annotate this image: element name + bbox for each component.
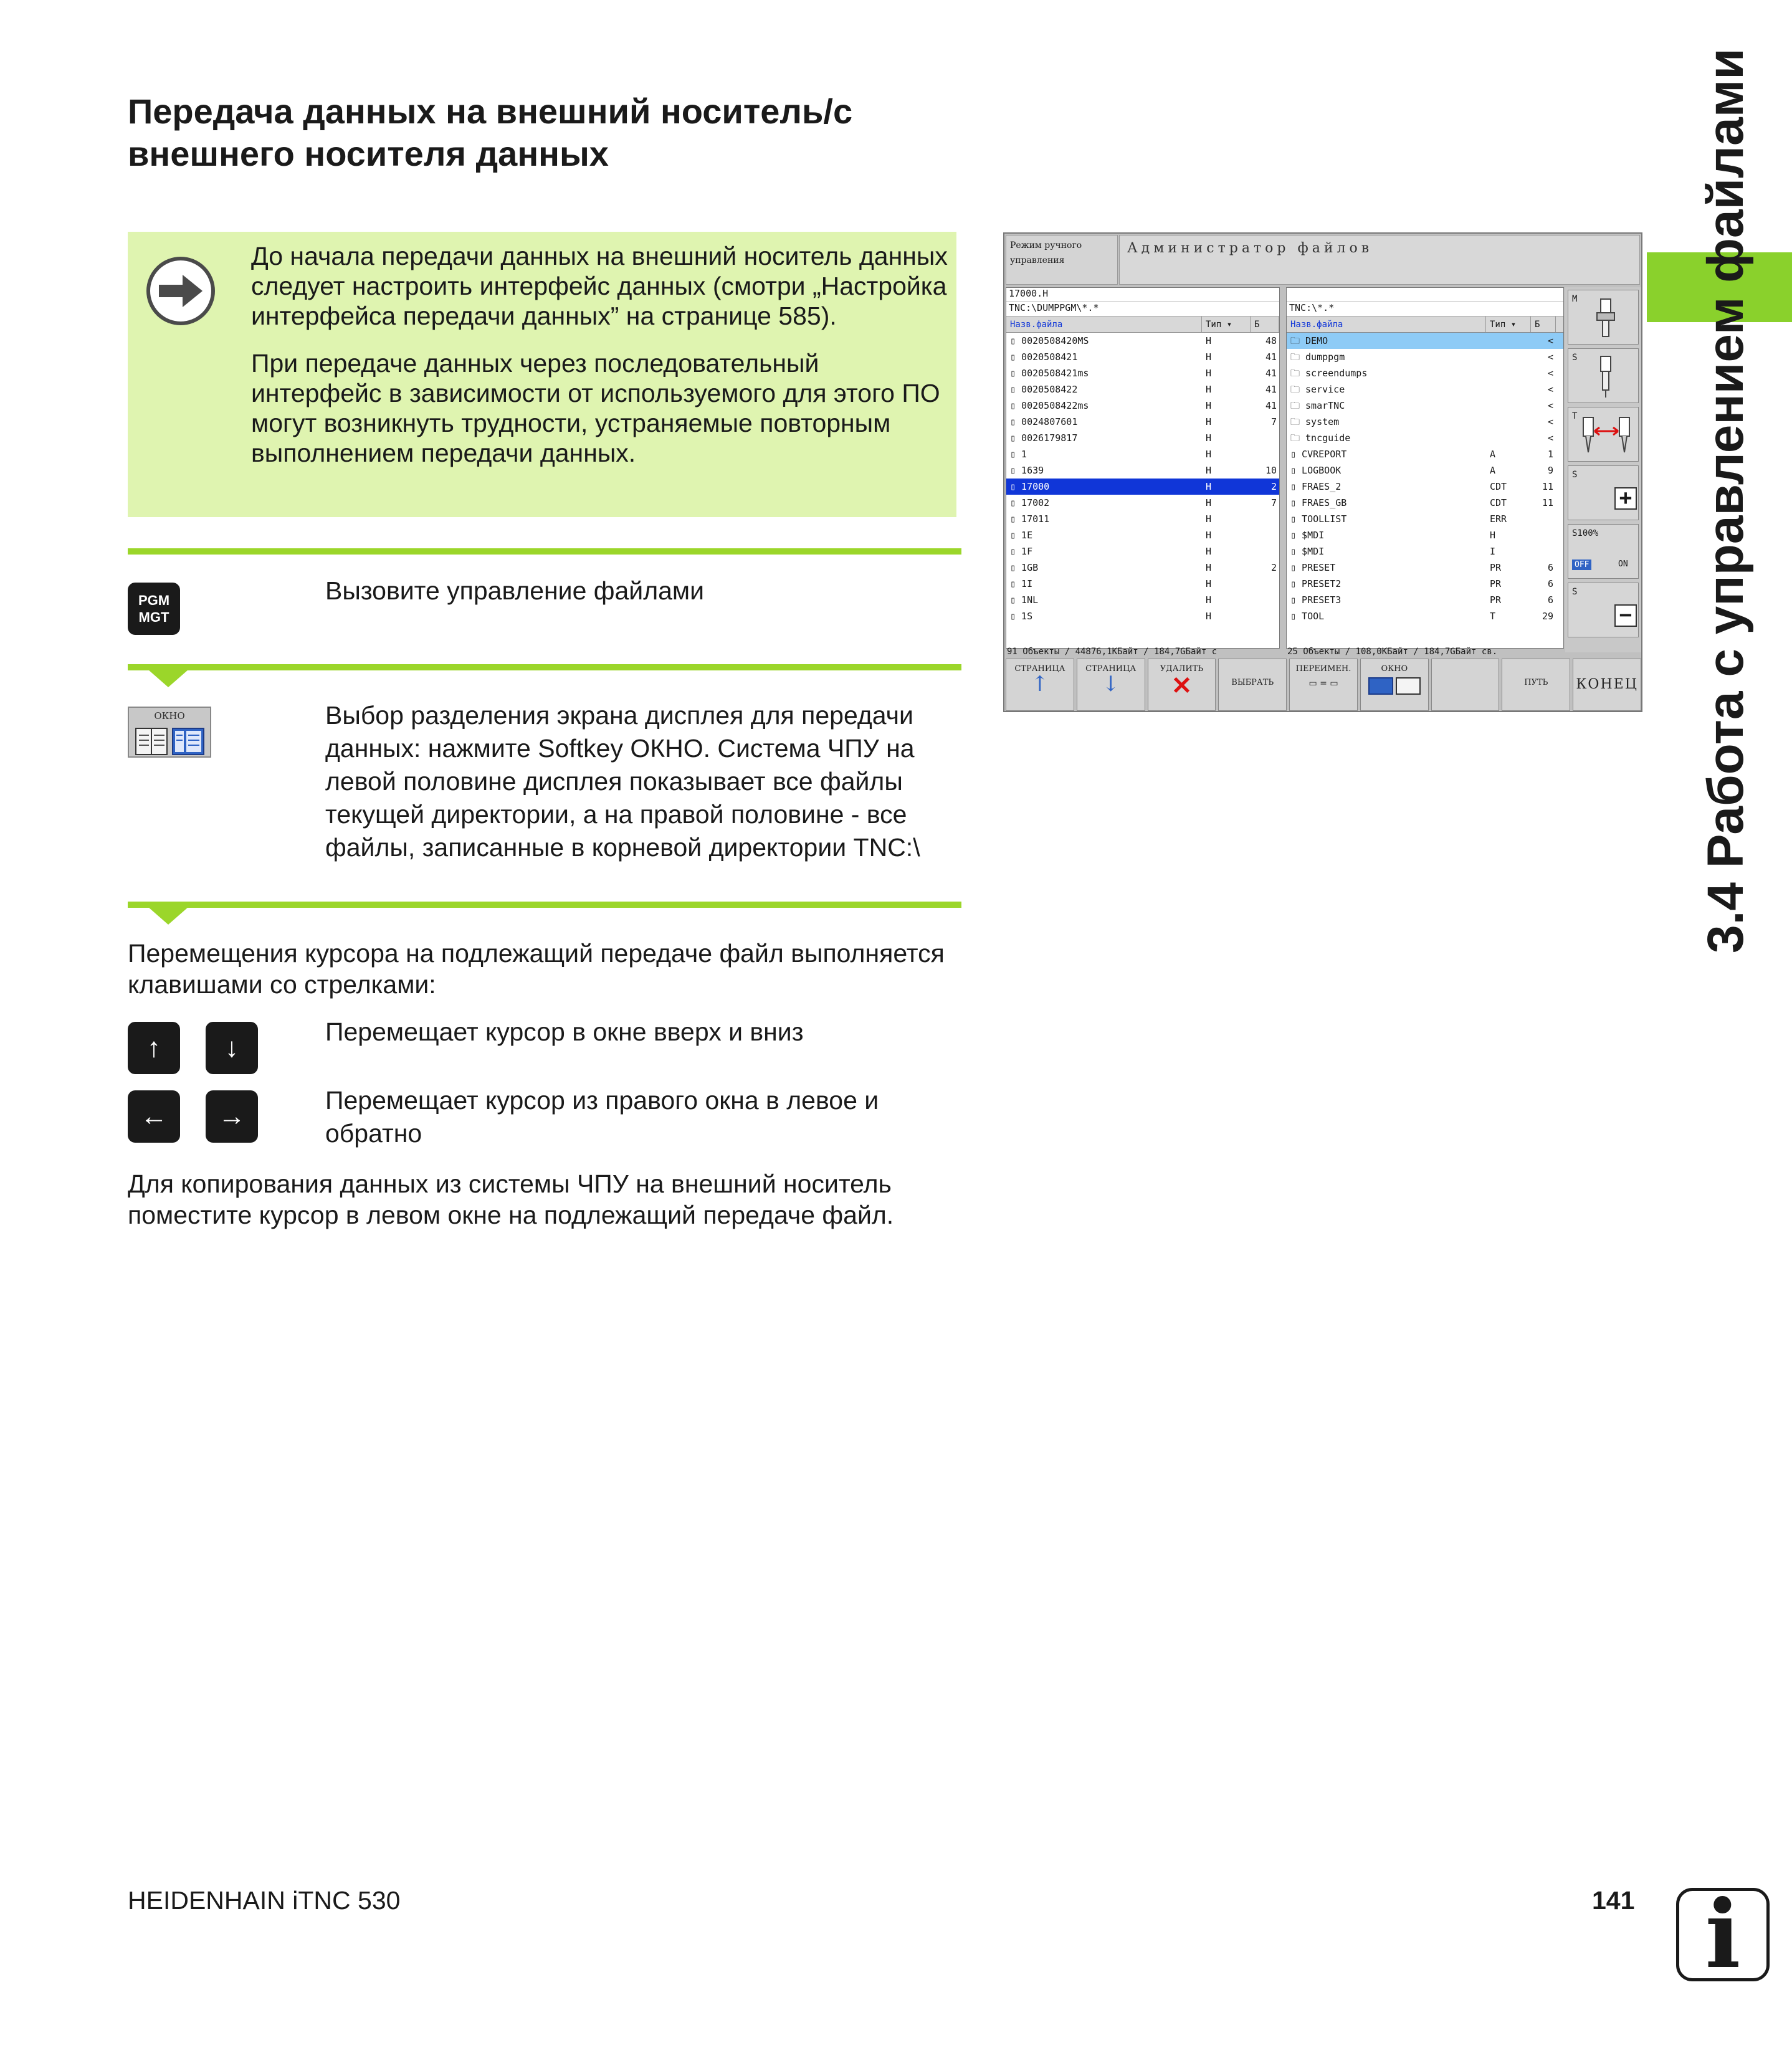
file-name: ▯ 0020508422ms	[1010, 400, 1089, 411]
file-type: H	[1206, 562, 1212, 573]
file-name: ▯ 17000	[1010, 481, 1050, 492]
arrow-down-key: ↓	[206, 1022, 258, 1074]
col-name-header[interactable]: Назв.файла	[1287, 317, 1486, 332]
file-name: ▯ 1I	[1010, 578, 1033, 589]
side-label: S	[1572, 470, 1578, 480]
mgt-label: MGT	[138, 609, 169, 625]
separator	[128, 902, 961, 908]
file-size: 9	[1547, 465, 1553, 476]
note-box	[128, 232, 956, 517]
file-name: ▯ 0026179817	[1010, 432, 1078, 444]
side-label: S	[1572, 353, 1578, 363]
file-size: 29	[1542, 611, 1553, 622]
file-name: ▯ 0024807601	[1010, 416, 1078, 427]
side-button-s-minus[interactable]	[1568, 583, 1639, 637]
file-name: ▯ TOOL	[1290, 611, 1325, 622]
file-type: H	[1206, 432, 1212, 444]
softkey-label: КОНЕЦ	[1576, 677, 1638, 692]
arrow-down-icon: ↓	[1102, 672, 1120, 697]
file-type: H	[1206, 497, 1212, 508]
file-type: H	[1206, 449, 1212, 460]
file-type	[1486, 381, 1531, 398]
left-column-header	[1006, 317, 1279, 333]
file-name: ▯ 17011	[1010, 513, 1050, 525]
file-row[interactable]	[1006, 365, 1279, 381]
file-row[interactable]	[1006, 495, 1279, 511]
file-size: 41	[1265, 368, 1277, 379]
file-size	[1251, 511, 1279, 527]
file-row[interactable]	[1287, 592, 1563, 608]
file-name: 🗀 tncguide	[1290, 432, 1351, 444]
file-type	[1486, 365, 1531, 381]
file-row[interactable]	[1006, 608, 1279, 624]
file-name: ▯ 1639	[1010, 465, 1044, 476]
file-name: ▯ FRAES_GB	[1290, 497, 1347, 508]
file-type: A	[1490, 449, 1496, 460]
note-paragraph-1: До начала передачи данных на внешний носитель данных следует настроить интерфейс данных (смотри „Настройка интерфейса передачи данных” на странице 585).	[251, 242, 948, 330]
left-path: TNC:\DUMPPGM\*.*	[1006, 302, 1279, 317]
softkey-delete[interactable]	[1148, 659, 1216, 711]
file-row[interactable]	[1006, 446, 1279, 462]
file-size	[1251, 430, 1279, 446]
file-name: ▯ 0020508421ms	[1010, 368, 1089, 379]
file-type: H	[1206, 351, 1212, 363]
file-name: ▯ 1GB	[1010, 562, 1039, 573]
tool-change-icon	[1580, 414, 1633, 457]
file-type: H	[1206, 611, 1212, 622]
file-name: ▯ TOOLLIST	[1290, 513, 1347, 525]
file-size	[1531, 543, 1556, 560]
file-name: ▯ PRESET	[1290, 562, 1336, 573]
file-type: PR	[1490, 594, 1502, 606]
file-size	[1251, 527, 1279, 543]
file-type	[1486, 333, 1531, 349]
file-type: A	[1490, 465, 1496, 476]
file-name: 🗀 system	[1290, 416, 1340, 427]
file-type: H	[1206, 594, 1212, 606]
file-row[interactable]	[1287, 608, 1563, 624]
file-row[interactable]	[1287, 511, 1563, 527]
softkey-label: ВЫБРАТЬ	[1231, 678, 1274, 687]
arrow-up-key: ↑	[128, 1022, 180, 1074]
file-size: 48	[1265, 335, 1277, 346]
file-row[interactable]	[1287, 495, 1563, 511]
file-size	[1251, 576, 1279, 592]
file-row[interactable]	[1287, 398, 1563, 414]
file-row[interactable]	[1006, 462, 1279, 479]
file-row[interactable]	[1287, 333, 1563, 349]
footer-product: HEIDENHAIN iTNC 530	[128, 1886, 401, 1915]
file-name: ▯ 0020508420MS	[1010, 335, 1089, 346]
file-type: H	[1490, 530, 1496, 541]
file-size: <	[1547, 432, 1553, 444]
file-name: ▯ 1E	[1010, 530, 1033, 541]
file-type	[1486, 430, 1531, 446]
side-button-override[interactable]	[1568, 524, 1639, 579]
side-button-s[interactable]	[1568, 348, 1639, 403]
file-type: PR	[1490, 562, 1502, 573]
mode-line-1: Режим ручного	[1010, 241, 1082, 250]
right-current-file	[1287, 288, 1563, 302]
file-type: H	[1206, 335, 1212, 346]
file-name: 🗀 screendumps	[1290, 368, 1368, 379]
file-size: <	[1547, 400, 1553, 411]
file-type: H	[1206, 400, 1212, 411]
note-paragraph-2: При передаче данных через последовательный интерфейс в зависимости от используемого для этого ПО могут возникнуть трудности, устраняемые повторным выполнением передачи данных.	[251, 349, 940, 467]
file-row[interactable]	[1006, 560, 1279, 576]
okno-softkey	[128, 707, 211, 758]
leftright-text: Перемещает курсор из правого окна в левое и обратно	[325, 1086, 879, 1148]
file-type: H	[1206, 513, 1212, 525]
spindle-icon	[1596, 298, 1616, 339]
softkey-select[interactable]	[1218, 659, 1287, 711]
file-size: 11	[1542, 497, 1553, 508]
file-type	[1486, 349, 1531, 365]
off-badge: OFF	[1572, 560, 1591, 570]
side-label: S	[1572, 587, 1578, 597]
separator-arrow-icon	[148, 670, 188, 687]
pgm-mgt-key	[128, 583, 180, 635]
file-row[interactable]	[1006, 576, 1279, 592]
file-type	[1486, 398, 1531, 414]
note-text	[251, 241, 949, 485]
softkey-label: ПУТЬ	[1524, 678, 1548, 687]
softkey-page-up[interactable]	[1006, 659, 1074, 711]
mode-line-2: управления	[1010, 255, 1065, 265]
file-size: <	[1547, 416, 1553, 427]
side-label: T	[1572, 411, 1578, 421]
right-status: 25 Объекты / 108,0КБайт / 184,7GБайт св.	[1287, 647, 1498, 657]
plus-icon: +	[1614, 487, 1637, 510]
minus-icon: −	[1614, 604, 1637, 627]
file-name: ▯ CVREPORT	[1290, 449, 1347, 460]
softkey-label: УДАЛИТЬ	[1160, 664, 1204, 674]
split-window-icon	[1361, 677, 1428, 697]
file-size: 41	[1265, 400, 1277, 411]
col-size-header[interactable]: Б	[1251, 317, 1279, 332]
file-name: ▯ PRESET2	[1290, 578, 1342, 589]
col-name-header[interactable]: Назв.файла	[1006, 317, 1202, 332]
side-label: S100%	[1572, 528, 1599, 538]
softkey-end[interactable]	[1573, 659, 1641, 711]
arrow-up-icon: ↑	[1031, 672, 1049, 697]
file-size: 6	[1547, 594, 1553, 606]
left-file-list	[1006, 333, 1279, 624]
softkey-label: СТРАНИЦА	[1014, 664, 1065, 674]
file-row[interactable]	[1287, 365, 1563, 381]
file-row[interactable]	[1006, 398, 1279, 414]
file-row[interactable]	[1287, 381, 1563, 398]
pgm-label: PGM	[138, 593, 170, 608]
file-type: H	[1206, 416, 1212, 427]
left-current-file: 17000.H	[1006, 288, 1279, 302]
softkey-rename[interactable]	[1289, 659, 1358, 711]
file-size: 11	[1542, 481, 1553, 492]
softkey-label: СТРАНИЦА	[1085, 664, 1137, 674]
col-type-header[interactable]: Тип ▾	[1486, 317, 1531, 332]
separator-arrow-icon	[148, 907, 188, 925]
file-name: 🗀 DEMO	[1290, 335, 1328, 346]
softkey-window[interactable]	[1360, 659, 1429, 711]
file-row[interactable]	[1287, 560, 1563, 576]
file-row[interactable]	[1006, 381, 1279, 398]
file-type: H	[1206, 530, 1212, 541]
separator	[128, 548, 961, 555]
file-row[interactable]	[1006, 414, 1279, 430]
file-type: H	[1206, 546, 1212, 557]
screen-title: Администратор файлов	[1119, 235, 1640, 285]
file-type: CDT	[1490, 481, 1507, 492]
file-row[interactable]	[1006, 479, 1279, 495]
on-label: ON	[1618, 560, 1628, 569]
right-path: TNC:\*.*	[1287, 302, 1563, 317]
arrow-right-icon	[146, 257, 215, 325]
col-size-header[interactable]: Б	[1531, 317, 1556, 332]
col-type-header[interactable]: Тип ▾	[1202, 317, 1251, 332]
file-row[interactable]	[1287, 527, 1563, 543]
file-size	[1531, 511, 1556, 527]
right-column-header	[1287, 317, 1563, 333]
file-type: I	[1490, 546, 1496, 557]
step-call-file-manager: Вызовите управление файлами	[325, 576, 705, 605]
softkey-label: ПЕРЕИМЕН.	[1295, 664, 1351, 674]
file-row[interactable]	[1006, 349, 1279, 365]
file-name: ▯ 0020508422	[1010, 384, 1078, 395]
file-size: 6	[1547, 562, 1553, 573]
left-status: 91 Объекты / 44876,1КБайт / 184,7GБайт с	[1007, 647, 1218, 657]
file-row[interactable]	[1006, 592, 1279, 608]
softkey-row	[1006, 659, 1641, 711]
right-file-pane[interactable]	[1286, 287, 1564, 649]
side-button-m[interactable]	[1568, 290, 1639, 345]
file-name: ▯ $MDI	[1290, 546, 1325, 557]
file-name: 🗀 service	[1290, 384, 1345, 395]
file-row[interactable]	[1287, 414, 1563, 430]
file-row[interactable]	[1006, 543, 1279, 560]
file-name: ▯ 0020508421	[1010, 351, 1078, 363]
file-type: T	[1490, 611, 1496, 622]
separator	[128, 664, 961, 670]
file-type	[1486, 414, 1531, 430]
file-size: 7	[1270, 497, 1277, 508]
file-name: ▯ PRESET3	[1290, 594, 1342, 606]
updown-text: Перемещает курсор в окне вверх и вниз	[325, 1017, 804, 1046]
file-type: H	[1206, 578, 1212, 589]
file-row[interactable]	[1006, 511, 1279, 527]
softkey-label: ОКНО	[1381, 664, 1408, 674]
file-size	[1251, 446, 1279, 462]
mode-label	[1006, 235, 1118, 285]
file-size: 1	[1547, 449, 1553, 460]
file-size: 2	[1270, 562, 1277, 573]
arrow-left-key: ←	[128, 1090, 180, 1143]
rename-abc-xyz-icon: ▭ = ▭	[1308, 679, 1338, 688]
file-size: 7	[1270, 416, 1277, 427]
file-type: H	[1206, 465, 1212, 476]
page-number: 141	[1592, 1886, 1635, 1915]
file-row[interactable]	[1287, 430, 1563, 446]
file-row[interactable]	[1287, 479, 1563, 495]
file-name: ▯ 1	[1010, 449, 1027, 460]
file-type: PR	[1490, 578, 1502, 589]
file-name: ▯ FRAES_2	[1290, 481, 1342, 492]
delete-x-icon: ✕	[1171, 671, 1193, 700]
file-size: 41	[1265, 384, 1277, 395]
file-size	[1251, 543, 1279, 560]
file-row[interactable]	[1287, 576, 1563, 592]
file-row[interactable]	[1287, 349, 1563, 365]
file-name: ▯ 17002	[1010, 497, 1050, 508]
file-row[interactable]	[1287, 446, 1563, 462]
file-name: ▯ LOGBOOK	[1290, 465, 1342, 476]
file-type: H	[1206, 368, 1212, 379]
step-select-split: Выбор разделения экрана дисплея для передачи данных: нажмите Softkey ОКНО. Система ЧПУ на левой половине дисплея показывает все файлы текущей директории, а на правой половине - все файлы, записанные в корневой директории TNC:\	[325, 701, 920, 862]
file-type: H	[1206, 481, 1212, 492]
file-size: 2	[1270, 481, 1277, 492]
softkey-empty[interactable]	[1431, 659, 1500, 711]
file-size	[1251, 592, 1279, 608]
file-size: 6	[1547, 578, 1553, 589]
softkey-path[interactable]	[1502, 659, 1570, 711]
file-size: <	[1547, 335, 1553, 346]
chapter-title: 3.4 Работа с управлением файлами	[1697, 48, 1754, 953]
side-button-s-plus[interactable]	[1568, 465, 1639, 520]
left-file-pane[interactable]	[1006, 287, 1280, 649]
file-size: <	[1547, 351, 1553, 363]
softkey-page-down[interactable]	[1077, 659, 1145, 711]
file-row[interactable]	[1006, 430, 1279, 446]
file-name: ▯ 1S	[1010, 611, 1033, 622]
file-row[interactable]	[1006, 527, 1279, 543]
file-name: 🗀 dumppgm	[1290, 351, 1345, 363]
file-name: ▯ 1NL	[1010, 594, 1039, 606]
file-row[interactable]	[1006, 333, 1279, 349]
file-type: ERR	[1490, 513, 1507, 525]
info-icon: i	[1676, 1888, 1770, 1981]
file-type: CDT	[1490, 497, 1507, 508]
copy-instruction: Для копирования данных из системы ЧПУ на внешний носитель поместите курсор в левом окне на подлежащий передаче файл.	[128, 1169, 894, 1229]
side-button-t[interactable]	[1568, 407, 1639, 462]
file-size: <	[1547, 384, 1553, 395]
file-name: ▯ $MDI	[1290, 530, 1325, 541]
spindle-icon	[1596, 355, 1616, 399]
arrow-right-key: →	[206, 1090, 258, 1143]
file-row[interactable]	[1287, 543, 1563, 560]
right-file-list	[1287, 333, 1563, 624]
file-type: H	[1206, 384, 1212, 395]
file-size: 10	[1265, 465, 1277, 476]
file-name: ▯ 1F	[1010, 546, 1033, 557]
file-size: <	[1547, 368, 1553, 379]
file-size: 41	[1265, 351, 1277, 363]
cursor-intro: Перемещения курсора на подлежащий передаче файл выполняется клавишами со стрелками:	[128, 939, 945, 999]
file-size	[1251, 608, 1279, 624]
okno-softkey-label: ОКНО	[154, 710, 185, 722]
side-label: M	[1572, 294, 1578, 304]
file-row[interactable]	[1287, 462, 1563, 479]
machine-status-sidebar	[1565, 287, 1641, 652]
file-name: 🗀 smarTNC	[1290, 400, 1345, 411]
page-heading: Передача данных на внешний носитель/с внешнего носителя данных	[128, 92, 853, 173]
tnc-screenshot	[1003, 232, 1642, 712]
file-size	[1531, 527, 1556, 543]
split-window-icon	[135, 728, 205, 755]
